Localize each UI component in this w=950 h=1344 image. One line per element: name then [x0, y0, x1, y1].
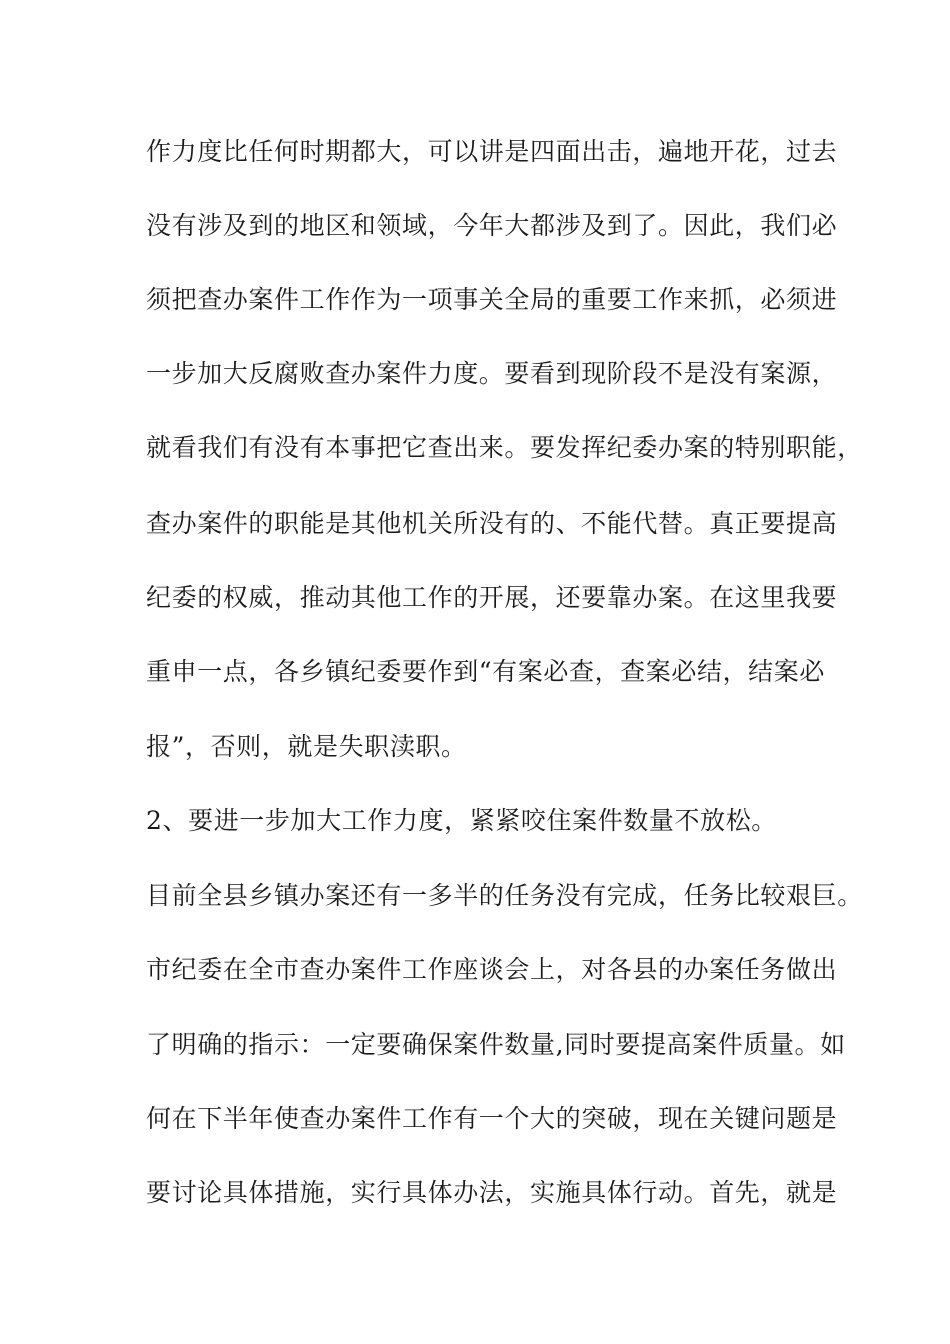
text-line: 重申一点，各乡镇纪委要作到“有案必查，查案必结，结案必: [146, 657, 825, 686]
text-line: 要讨论具体措施，实行具体办法，实施具体行动。首先，就是: [146, 1178, 838, 1207]
text-line: 作力度比任何时期都大，可以讲是四面出击，遍地开花，过去: [146, 137, 838, 166]
text-line: 没有涉及到的地区和领域，今年大都涉及到了。因此，我们必: [146, 211, 838, 240]
text-line: 纪委的权威，推动其他工作的开展，还要靠办案。在这里我要: [146, 583, 838, 612]
text-line: 一步加大反腐败查办案件力度。要看到现阶段不是没有案源，: [146, 359, 838, 388]
text-line: 了明确的指示：一定要确保案件数量,同时要提高案件质量。如: [146, 1030, 846, 1059]
text-line: 就看我们有没有本事把它查出来。要发挥纪委办案的特别职能，: [146, 433, 863, 462]
section-heading: 2、要进一步加大工作力度，紧紧咬住案件数量不放松。: [146, 806, 777, 835]
text-line: 报”，否则，就是失职渎职。: [146, 732, 467, 761]
text-line: 市纪委在全市查办案件工作座谈会上，对各县的办案任务做出: [146, 955, 838, 984]
text-line: 查办案件的职能是其他机关所没有的、不能代替。真正要提高: [146, 509, 838, 538]
text-line: 须把查办案件工作作为一项事关全局的重要工作来抓，必须进: [146, 285, 838, 314]
text-line: 目前全县乡镇办案还有一多半的任务没有完成，任务比较艰巨。: [146, 881, 863, 910]
text-line: 何在下半年使查办案件工作有一个大的突破，现在关键问题是: [146, 1104, 838, 1133]
